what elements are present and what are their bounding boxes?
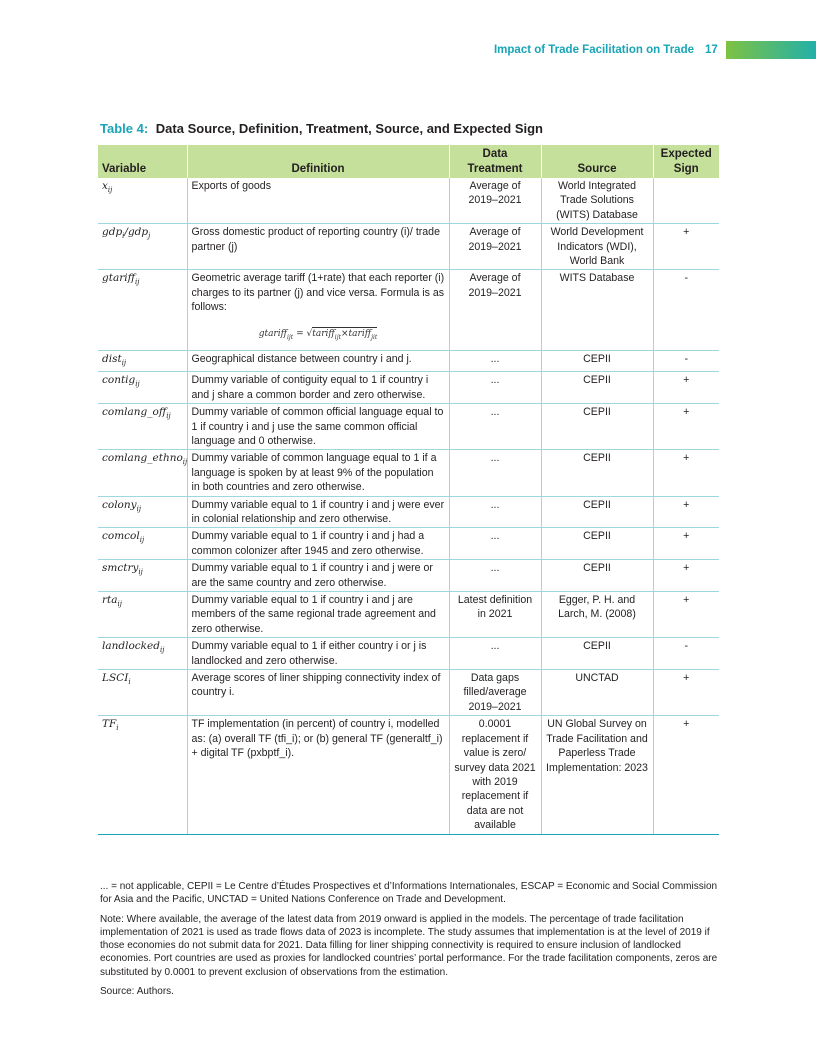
- cell-treatment: Average of 2019–2021: [449, 224, 541, 270]
- abbreviations-note: ... = not applicable, CEPII = Le Centre d’Études Prospectives et d’Informations Internationales, ESCAP = Economic and Social Commission for Asia and the Pacific, UNCTAD = United Nations Conference on Trade and Development.: [100, 881, 718, 906]
- variable-subscript: i: [116, 724, 119, 733]
- variable-subscript: ij: [135, 278, 140, 287]
- sqrt-icon: √: [306, 328, 313, 339]
- cell-definition: [187, 270, 449, 350]
- cell-source: CEPII: [541, 350, 653, 372]
- variable-subscript: ij: [166, 412, 171, 421]
- cell-definition: [187, 638, 449, 670]
- cell-definition: [187, 350, 449, 372]
- variable-symbol: smctry: [102, 562, 139, 575]
- cell-variable: [98, 716, 187, 834]
- table-row: [98, 560, 719, 592]
- variable-symbol: comlang_ethno: [102, 452, 183, 465]
- table-row: [98, 450, 719, 496]
- source-note: Source: Authors.: [100, 986, 174, 998]
- cell-treatment: ...: [449, 528, 541, 560]
- variable-symbol: rta: [102, 594, 118, 607]
- cell-definition: [187, 670, 449, 716]
- cell-definition: [187, 372, 449, 404]
- cell-definition: [187, 560, 449, 592]
- table-notes: [100, 880, 718, 1004]
- table-row: [98, 372, 719, 404]
- cell-sign: +: [653, 528, 719, 560]
- cell-treatment: Latest definition in 2021: [449, 592, 541, 638]
- formula-term1: tariff: [312, 328, 335, 339]
- cell-definition: [187, 404, 449, 450]
- table-row: [98, 638, 719, 670]
- variable-subscript: ij: [159, 646, 165, 655]
- cell-variable: [98, 560, 187, 592]
- cell-sign: +: [653, 592, 719, 638]
- table-caption: [100, 121, 720, 136]
- variable-subscript: ij: [182, 458, 188, 467]
- cell-definition: [187, 592, 449, 638]
- table-header-row: [98, 145, 719, 178]
- cell-treatment: 0.0001 replacement if value is zero/ survey data 2021 with 2019 replacement if data are not available: [449, 716, 541, 834]
- definition-text: Dummy variable of common language equal to 1 if a language is spoken by at least 9% of the population in both countries and zero otherwise.: [191, 452, 437, 494]
- cell-source: UN Global Survey on Trade Facilitation and Paperless Trade Implementation: 2023: [541, 716, 653, 834]
- cell-source: CEPII: [541, 404, 653, 450]
- cell-variable: [98, 592, 187, 638]
- data-source-table: [98, 145, 719, 835]
- definition-text: Geometric average tariff (1+rate) that each reporter (i) charges to its partner (j) and vice versa. Formula is as follows:: [191, 272, 445, 314]
- col-header-definition: Definition: [187, 145, 449, 178]
- cell-source: CEPII: [541, 560, 653, 592]
- cell-variable: [98, 496, 187, 528]
- variable-subscript: ij: [121, 358, 127, 367]
- variable-symbol: gdp: [102, 226, 123, 239]
- table-row: [98, 592, 719, 638]
- definition-text: Exports of goods: [191, 180, 271, 192]
- cell-variable: [98, 528, 187, 560]
- variable-subscript: i: [128, 678, 131, 687]
- cell-definition: [187, 716, 449, 834]
- formula-lhs-sub: ijt: [287, 333, 294, 341]
- cell-sign: +: [653, 560, 719, 592]
- variable-symbol: x: [102, 180, 108, 192]
- cell-variable: [98, 372, 187, 404]
- variable-subscript: ij: [135, 380, 140, 389]
- cell-source: Egger, P. H. and Larch, M. (2008): [541, 592, 653, 638]
- cell-sign: +: [653, 372, 719, 404]
- col-header-treatment: Data Treatment: [449, 145, 541, 178]
- cell-sign: -: [653, 270, 719, 350]
- variable-symbol: comlang_off: [102, 406, 167, 419]
- cell-source: World Integrated Trade Solutions (WITS) Database: [541, 178, 653, 224]
- cell-sign: +: [653, 716, 719, 834]
- cell-sign: [653, 178, 719, 224]
- cell-sign: +: [653, 496, 719, 528]
- table-row: [98, 350, 719, 372]
- cell-source: WITS Database: [541, 270, 653, 350]
- variable-symbol: comcol: [102, 530, 140, 543]
- cell-source: CEPII: [541, 496, 653, 528]
- cell-variable: [98, 224, 187, 270]
- variable-symbol: landlocked: [102, 640, 160, 653]
- cell-sign: +: [653, 670, 719, 716]
- variable-symbol: /gdp: [124, 226, 149, 239]
- cell-variable: [98, 638, 187, 670]
- variable-symbol: contig: [102, 374, 136, 387]
- methodology-note: Note: Where available, the average of the latest data from 2019 onward is applied in the models. The percentage of trade facilitation implementation of 2021 is used as trade flows data of 2023 is incomplete. The study assumes that implementation is at the level of 2019 if those economies do not submit data for 2021. Data filling for liner shipping connectivity is required to ensure inclusion of landlocked economies. Port countries are used as proxies for landlocked countries’ portal performance. For the trade facilitation components, zeros are substituted by 0.0001 to prevent exclusion of observations from the estimation.: [100, 913, 718, 978]
- col-header-source: Source: [541, 145, 653, 178]
- cell-sign: -: [653, 638, 719, 670]
- table-row: [98, 496, 719, 528]
- cell-sign: +: [653, 224, 719, 270]
- cell-variable: [98, 404, 187, 450]
- cell-definition: [187, 496, 449, 528]
- cell-source: CEPII: [541, 638, 653, 670]
- cell-source: UNCTAD: [541, 670, 653, 716]
- cell-definition: [187, 450, 449, 496]
- variable-symbol: gtariff: [102, 272, 136, 285]
- table-label: Table 4:: [100, 121, 149, 136]
- running-header-title: Impact of Trade Facilitation on Trade: [493, 44, 694, 56]
- cell-treatment: ...: [449, 450, 541, 496]
- definition-text: Average scores of liner shipping connectivity index of country i.: [191, 672, 441, 699]
- definition-text: Dummy variable equal to 1 if country i and j had a common colonizer after 1945 and zero otherwise.: [191, 530, 425, 557]
- table-row: [98, 670, 719, 716]
- formula-term2-sub: jit: [371, 333, 378, 341]
- variable-subscript: j: [148, 232, 151, 241]
- cell-source: CEPII: [541, 372, 653, 404]
- cell-definition: [187, 178, 449, 224]
- variable-subscript: ij: [138, 568, 143, 577]
- cell-treatment: ...: [449, 560, 541, 592]
- table-title: Data Source, Definition, Treatment, Source, and Expected Sign: [155, 121, 543, 136]
- definition-text: Dummy variable equal to 1 if either country i or j is landlocked and zero otherwise.: [191, 640, 427, 667]
- definition-text: TF implementation (in percent) of country i, modelled as: (a) overall TF (tfi_i); or (b) general TF (generaltf_i) + digital TF (pxbptf_i).: [191, 718, 443, 760]
- col-header-variable: Variable: [98, 145, 187, 178]
- cell-variable: [98, 450, 187, 496]
- cell-source: World Development Indicators (WDI), World Bank: [541, 224, 653, 270]
- table-row: [98, 178, 719, 224]
- formula-term2: tariff: [348, 328, 372, 339]
- table-body: [98, 178, 719, 834]
- formula-lhs: gtariff: [258, 328, 287, 339]
- variable-symbol: dist: [102, 352, 122, 365]
- table-row: [98, 404, 719, 450]
- cell-sign: +: [653, 404, 719, 450]
- definition-text: Dummy variable equal to 1 if country i and j were or are the same country and zero otherwise.: [191, 562, 433, 589]
- variable-subscript: ij: [107, 186, 113, 195]
- cell-treatment: ...: [449, 350, 541, 372]
- cell-treatment: ...: [449, 638, 541, 670]
- definition-text: Dummy variable of contiguity equal to 1 if country i and j share a common border and zero otherwise.: [191, 374, 429, 401]
- formula-equals: =: [296, 328, 304, 339]
- cell-sign: -: [653, 350, 719, 372]
- formula-term1-sub: ijt: [334, 333, 341, 341]
- cell-treatment: ...: [449, 372, 541, 404]
- cell-source: CEPII: [541, 528, 653, 560]
- table-row: [98, 270, 719, 350]
- table-row: [98, 716, 719, 834]
- cell-treatment: Average of 2019–2021: [449, 178, 541, 224]
- cell-treatment: ...: [449, 496, 541, 528]
- cell-variable: [98, 270, 187, 350]
- variable-subscript: i: [122, 232, 125, 241]
- variable-symbol: colony: [102, 498, 137, 511]
- cell-sign: +: [653, 450, 719, 496]
- variable-subscript: ij: [136, 504, 141, 513]
- definition-text: Dummy variable equal to 1 if country i and j were ever in colonial relationship and zero otherwise.: [191, 498, 445, 526]
- variable-symbol: TF: [102, 718, 117, 731]
- cell-definition: [187, 528, 449, 560]
- cell-treatment: Average of 2019–2021: [449, 270, 541, 350]
- table-row: [98, 224, 719, 270]
- cell-treatment: ...: [449, 404, 541, 450]
- cell-treatment: Data gaps filled/average 2019–2021: [449, 670, 541, 716]
- formula-radicand: [312, 327, 377, 339]
- definition-text: Geographical distance between country i and j.: [191, 352, 412, 365]
- tariff-formula: [192, 327, 445, 345]
- definition-text: Dummy variable equal to 1 if country i and j are members of the same regional trade agreement and zero otherwise.: [191, 594, 436, 635]
- variable-symbol: LSCI: [102, 672, 129, 685]
- cell-variable: [98, 670, 187, 716]
- definition-text: Gross domestic product of reporting country (i)/ trade partner (j): [191, 226, 440, 253]
- variable-subscript: ij: [117, 600, 122, 609]
- formula-times: ×: [341, 328, 349, 339]
- table-row: [98, 528, 719, 560]
- cell-variable: [98, 178, 187, 224]
- header-accent-bar: [726, 41, 816, 59]
- cell-source: CEPII: [541, 450, 653, 496]
- variable-subscript: ij: [139, 536, 145, 545]
- col-header-sign: Expected Sign: [653, 145, 719, 178]
- cell-definition: [187, 224, 449, 270]
- definition-text: Dummy variable of common official language equal to 1 if country i and j use the same common official language and 0 otherwise.: [191, 406, 444, 447]
- cell-variable: [98, 350, 187, 372]
- page-number: 17: [705, 44, 718, 56]
